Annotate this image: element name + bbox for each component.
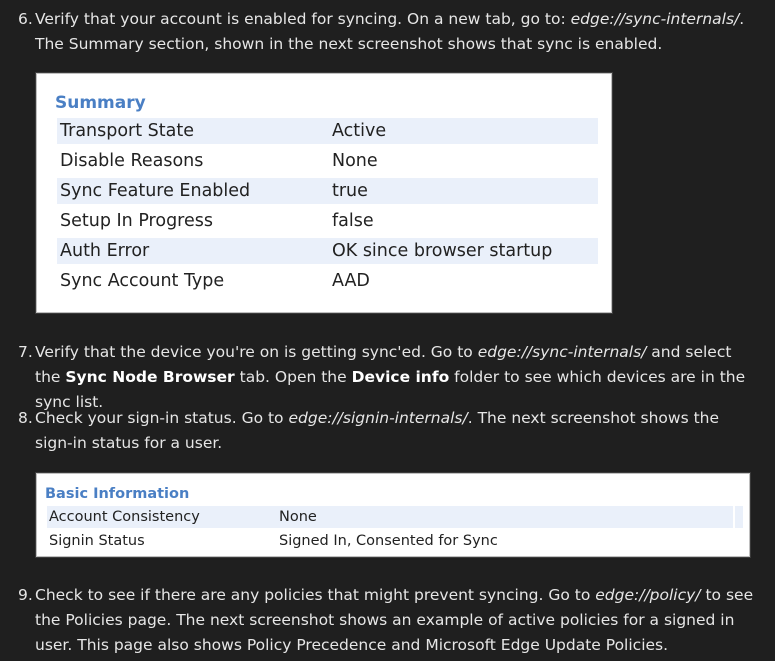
basic-information-row [47, 530, 743, 552]
basic-information-value: None [279, 509, 317, 525]
summary-value: OK since browser startup [332, 241, 553, 261]
basic-information-row [47, 506, 743, 528]
summary-screenshot [36, 73, 612, 313]
summary-key: Sync Account Type [60, 271, 225, 291]
summary-key: Sync Feature Enabled [60, 181, 251, 201]
step-text-run: Verify that the device you're on is getting sync'ed. Go to [35, 343, 478, 361]
step-text [35, 7, 754, 57]
emphasis-text: Sync Node Browser [65, 368, 235, 386]
summary-value: Active [332, 121, 387, 141]
basic-information-value: Signed In, Consented for Sync [279, 533, 498, 549]
step-text [35, 583, 754, 658]
step-text-run: folder to see which devices are in the sync list. [35, 368, 746, 411]
url-text: edge://sync-internals/ [477, 343, 647, 361]
summary-value: AAD [332, 271, 370, 291]
url-text: edge://signin-internals/ [288, 409, 468, 427]
summary-key: Auth Error [60, 241, 150, 261]
step-number: 7. [18, 343, 33, 361]
summary-row [57, 208, 598, 234]
basic-information-screenshot [36, 473, 750, 557]
basic-information-key: Account Consistency [49, 509, 200, 525]
url-text: edge://policy/ [595, 586, 701, 604]
step-number: 8. [18, 409, 33, 427]
step-text-run: to see the Policies page. The next screenshot shows an example of active policies for a signed in user. This page also shows Policy Precedence and Microsoft Edge Update Policies. [35, 586, 754, 654]
step-text [35, 406, 754, 456]
summary-row [57, 268, 598, 294]
step-text-run: . The next screenshot shows the sign-in status for a user. [35, 409, 720, 452]
summary-row [57, 118, 598, 144]
row-divider [733, 506, 735, 528]
summary-row [57, 148, 598, 174]
summary-value: None [332, 151, 378, 171]
emphasis-text: Device info [351, 368, 450, 386]
basic-information-title: Basic Information [45, 486, 190, 502]
basic-information-key: Signin Status [49, 533, 145, 549]
step-number: 6. [18, 10, 33, 28]
step-text-run: Verify that your account is enabled for syncing. On a new tab, go to: [35, 10, 571, 28]
summary-key: Disable Reasons [60, 151, 204, 171]
summary-title: Summary [55, 93, 146, 113]
step-text [35, 340, 754, 415]
summary-value: false [332, 211, 374, 231]
summary-row [57, 178, 598, 204]
step-text-run: tab. Open the [234, 368, 352, 386]
summary-key: Setup In Progress [60, 211, 213, 231]
step-text-run: and select the [35, 343, 732, 386]
summary-key: Transport State [60, 121, 195, 141]
step-text-run: Check your sign-in status. Go to [35, 409, 289, 427]
step-number: 9. [18, 586, 33, 604]
step-text-run: . The Summary section, shown in the next screenshot shows that sync is enabled. [35, 10, 745, 53]
step-text-run: Check to see if there are any policies that might prevent syncing. Go to [35, 586, 596, 604]
summary-value: true [332, 181, 368, 201]
summary-row [57, 238, 598, 264]
url-text: edge://sync-internals/ [570, 10, 740, 28]
